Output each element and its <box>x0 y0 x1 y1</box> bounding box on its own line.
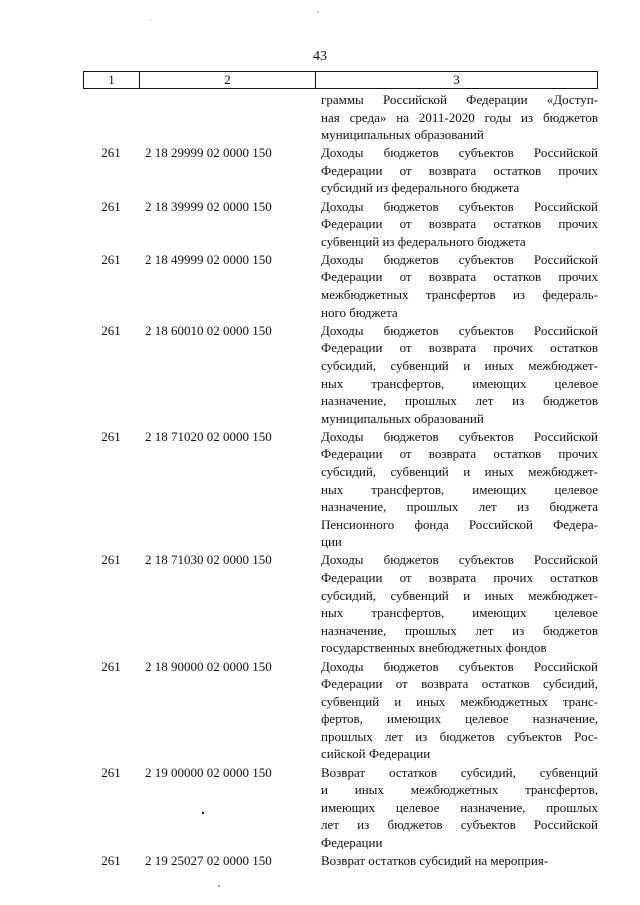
admin-code-cell: 261 <box>101 658 121 674</box>
table-header-row <box>83 71 598 89</box>
income-name-line: Федерации от возврата остатков прочих <box>321 269 598 285</box>
table-row <box>83 852 598 870</box>
income-name-line: муниципальных образований <box>321 410 484 426</box>
income-name-line: прошлых лет из бюджетов субъектов Рос- <box>321 728 598 744</box>
income-name-cell <box>319 428 598 551</box>
admin-code-cell: 261 <box>101 251 121 267</box>
admin-code-cell: 261 <box>101 552 121 568</box>
income-name-line: субвенций из федерального бюджета <box>321 233 526 249</box>
income-name-line: субсидий, субвенций и иных межбюджет- <box>321 463 598 479</box>
budget-code-cell: 2 18 90000 02 0000 150 <box>145 658 272 674</box>
income-name-line: Федерации от возврата остатков прочих <box>321 162 598 178</box>
income-name-line: сийской Федерации <box>321 746 431 762</box>
income-name-line: субсидий, субвенций и иных межбюджет- <box>321 357 598 373</box>
income-name-cell <box>319 322 598 428</box>
admin-code-cell: 261 <box>101 145 121 161</box>
budget-code-cell: 2 18 39999 02 0000 150 <box>145 198 272 214</box>
income-name-line: Доходы бюджетов субъектов Российской <box>321 198 598 214</box>
income-name-line: субвенций и иных межбюджетных транс- <box>321 693 598 709</box>
budget-code-cell: 2 19 00000 02 0000 150 <box>145 764 272 780</box>
admin-code-cell: 261 <box>101 764 121 780</box>
income-name-line: Федерации от возврата прочих остатков <box>321 340 598 356</box>
income-name-line: Доходы бюджетов субъектов Российской <box>321 251 598 267</box>
page-number: 43 <box>313 49 327 64</box>
income-name-line: назначение, прошлых лет из бюджетов <box>321 393 598 409</box>
table-row <box>83 764 598 852</box>
income-name-line: Доходы бюджетов субъектов Российской <box>321 428 598 444</box>
income-name-line: межбюджетных трансфертов из федераль- <box>321 287 598 303</box>
income-name-cell <box>319 551 598 657</box>
income-name-cell <box>319 144 598 197</box>
budget-code-cell: 2 18 49999 02 0000 150 <box>145 251 272 267</box>
income-name-line: Федерации от возврата остатков субсидий, <box>321 676 598 692</box>
budget-code-cell: 2 18 60010 02 0000 150 <box>145 322 272 338</box>
income-name-line: муниципальных образований <box>321 127 484 143</box>
income-name-line: Доходы бюджетов субъектов Российской <box>321 145 598 161</box>
income-name-line: ного бюджета <box>321 304 398 320</box>
income-name-line: субсидий, субвенций и иных межбюджет- <box>321 587 598 603</box>
income-name-line: ных трансфертов, имеющих целевое <box>321 481 598 497</box>
income-name-line: ции <box>321 534 342 550</box>
admin-code-cell: 261 <box>101 853 121 869</box>
income-name-line: Федерации от возврата прочих остатков <box>321 570 598 586</box>
income-name-line: Доходы бюджетов субъектов Российской <box>321 322 598 338</box>
income-name-line: граммы Российской Федерации «Доступ- <box>321 92 598 107</box>
income-name-cell <box>319 91 598 144</box>
admin-code-cell: 261 <box>101 198 121 214</box>
income-name-line: назначение, прошлых лет из бюджетов <box>321 622 598 638</box>
income-name-line: Возврат остатков субсидий на мероприя- <box>321 853 549 869</box>
table-row <box>83 91 598 144</box>
income-name-cell <box>319 658 598 764</box>
budget-code-cell: 2 18 29999 02 0000 150 <box>145 145 272 161</box>
header-column-2: 2 <box>140 72 316 88</box>
income-name-line: государственных внебюджетных фондов <box>321 640 547 656</box>
budget-code-cell: 2 19 25027 02 0000 150 <box>145 853 272 869</box>
table-body <box>83 91 598 870</box>
income-name-line: субсидий из федерального бюджета <box>321 180 520 196</box>
table-row <box>83 322 598 428</box>
budget-code-cell: 2 18 71030 02 0000 150 <box>145 552 272 568</box>
income-name-line: имеющих целевое назначение, прошлых <box>321 799 598 815</box>
income-name-line: Доходы бюджетов субъектов Российской <box>321 658 598 674</box>
admin-code-cell <box>83 91 139 144</box>
table-row <box>83 198 598 251</box>
table-row <box>83 658 598 764</box>
income-name-line: Федерации от возврата остатков прочих <box>321 446 598 462</box>
income-name-line: Возврат остатков субсидий, субвенций <box>321 764 598 780</box>
header-column-1: 1 <box>84 72 140 88</box>
income-name-line: ных трансфертов, имеющих целевое <box>321 375 598 391</box>
income-name-line: и иных межбюджетных трансфертов, <box>321 782 598 798</box>
income-name-line: Доходы бюджетов субъектов Российской <box>321 552 598 568</box>
income-name-line: Федерации <box>321 834 383 850</box>
income-name-line: фертов, имеющих целевое назначение, <box>321 711 598 727</box>
income-name-line: ных трансфертов, имеющих целевое <box>321 605 598 621</box>
income-name-cell <box>319 198 598 251</box>
income-name-cell <box>319 852 598 870</box>
budget-code-cell: 2 18 71020 02 0000 150 <box>145 428 272 444</box>
table-row <box>83 428 598 551</box>
income-name-line: назначение, прошлых лет из бюджета <box>321 499 598 515</box>
income-name-line: ная среда» на 2011-2020 годы из бюджетов <box>321 109 598 125</box>
admin-code-cell: 261 <box>101 428 121 444</box>
table-row <box>83 144 598 197</box>
income-name-cell <box>319 251 598 321</box>
income-name-line: Федерации от возврата остатков прочих <box>321 216 598 232</box>
header-column-3: 3 <box>453 72 460 87</box>
income-name-line: Пенсионного фонда Российской Федера- <box>321 516 598 532</box>
income-name-line: лет из бюджетов субъектов Российской <box>321 817 598 833</box>
income-name-cell <box>319 764 598 852</box>
budget-code-cell <box>139 91 319 144</box>
table-row <box>83 251 598 321</box>
admin-code-cell: 261 <box>101 322 121 338</box>
table-row <box>83 551 598 657</box>
